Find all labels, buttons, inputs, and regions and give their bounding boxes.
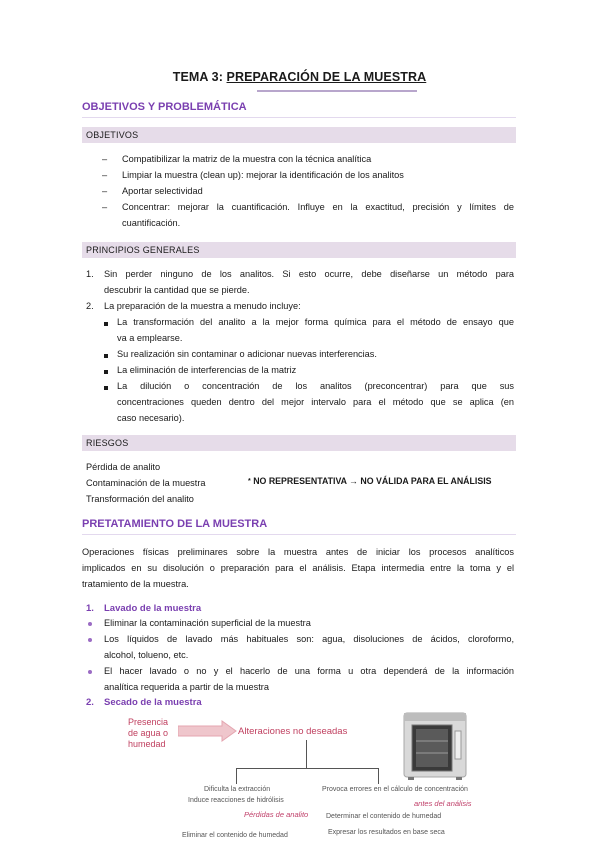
riesgo-item: Transformación del analito [86,494,194,504]
objetivo-item-cont: cuantificación. [122,218,181,228]
objetivo-item: Limpiar la muestra (clean up): mejorar la identificación de los analitos [122,170,404,180]
objetivo-item: Concentrar: mejorar la cuantificación. Influye en la exactitud, precisión y límites de [122,202,514,212]
principio-1-line2: descubrir la cantidad que se pierde. [104,285,250,295]
principio-2-line1: La preparación de la muestra a menudo incluye: [104,301,301,311]
subheading-number: 1. [86,603,94,614]
diagram-connector [236,768,237,784]
riesgo-consequence: * NO REPRESENTATIVA → NO VÁLIDA PARA EL ANÁLISIS [248,476,492,486]
diagram-connector [306,740,307,768]
diagram-arrow [178,720,238,742]
diagram-connector [378,768,379,784]
diagram-right-note: antes del análisis [414,799,472,808]
diagram-right-sub: Determinar el contenido de humedad [326,813,442,820]
list-number: 1. [86,269,94,279]
bullet-square [104,386,108,390]
lavado-item: Los líquidos de lavado más habituales son: agua, disoluciones de ácidos, cloroformo, [104,634,514,644]
lavado-item-cont: alcohol, tolueno, etc. [104,650,189,660]
diagram-left-note: Pérdidas de analito [244,810,309,819]
section-heading-objetivos: OBJETIVOS Y PROBLEMÁTICA [82,101,247,113]
diagram-left-sub: Induce reacciones de hidrólisis [188,797,284,804]
diagram-left-bottom: Eliminar el contenido de humedad [182,832,288,839]
pretratamiento-para-line: implicados en su disolución o preparación para el análisis. Etapa intermedia entre la toma y el [82,563,514,573]
riesgo-item: Contaminación de la muestra [86,478,206,488]
diagram-source: Presencia de agua o humedad [128,717,169,749]
lavado-item: Eliminar la contaminación superficial de la muestra [104,618,311,628]
objetivo-item: Compatibilizar la matriz de la muestra con la técnica analítica [122,154,372,164]
bullet-square [104,354,108,358]
section-heading-rule [82,534,516,535]
section-heading-rule [82,117,516,118]
diagram-right-title: Provoca errores en el cálculo de concentración [322,786,468,793]
principio-bullet-cont: concentraciones queden dentro del mejor intervalo para el método que se aplica (en [117,397,514,407]
title-underlined: PREPARACIÓN DE LA MUESTRA [226,70,427,84]
bullet-dot [88,638,92,642]
section-heading-pretratamiento: PRETATAMIENTO DE LA MUESTRA [82,518,268,530]
bullet-dot [88,670,92,674]
principio-bullet: La eliminación de interferencias de la matriz [117,365,297,375]
dash-marker: – [102,154,108,164]
diagram-target: Alteraciones no deseadas [238,726,348,737]
title-underline-rule [257,90,417,92]
diagram-left-title: Dificulta la extracción [204,786,271,793]
subheading-number: 2. [86,697,94,708]
title-prefix: TEMA 3: [172,70,227,84]
brace-marker: * [248,478,251,485]
objetivo-item: Aportar selectividad [122,186,203,196]
riesgo-item: Pérdida de analito [86,462,161,472]
dash-marker: – [102,186,108,196]
subheading-secado: Secado de la muestra [104,697,202,708]
diagram-right-bottom: Expresar los resultados en base seca [328,829,445,836]
bullet-square [104,322,108,326]
subheading-lavado: Lavado de la muestra [104,603,202,614]
list-number: 2. [86,301,94,311]
principio-bullet: La dilución o concentración de los analitos (preconcentrar) para que sus [117,381,514,391]
dash-marker: – [102,202,108,212]
pretratamiento-para-line: Operaciones físicas preliminares sobre la muestra antes de iniciar los procesos analíticos [82,547,514,557]
bullet-square [104,370,108,374]
lavado-item-cont: analítica requerida a partir de la muestra [104,682,269,692]
pretratamiento-para-line: tratamiento de la muestra. [82,579,189,589]
page-title [0,70,599,84]
band-riesgos: RIESGOS [82,435,516,451]
band-principios: PRINCIPIOS GENERALES [82,242,516,258]
principio-1-line1: Sin perder ninguno de los analitos. Si esto ocurre, debe diseñarse un método para [104,269,514,279]
diagram-connector [236,768,379,769]
drying-oven-icon [398,707,472,781]
band-objetivos: OBJETIVOS [82,127,516,143]
bullet-dot [88,622,92,626]
dash-marker: – [102,170,108,180]
principio-bullet: La transformación del analito a la mejor forma química para el método de ensayo que [117,317,514,327]
principio-bullet-cont: va a emplearse. [117,333,183,343]
principio-bullet-cont: caso necesario). [117,413,185,423]
principio-bullet: Su realización sin contaminar o adicionar nuevas interferencias. [117,349,377,359]
lavado-item: El hacer lavado o no y el hacerlo de una forma u otra dependerá de la información [104,666,514,676]
